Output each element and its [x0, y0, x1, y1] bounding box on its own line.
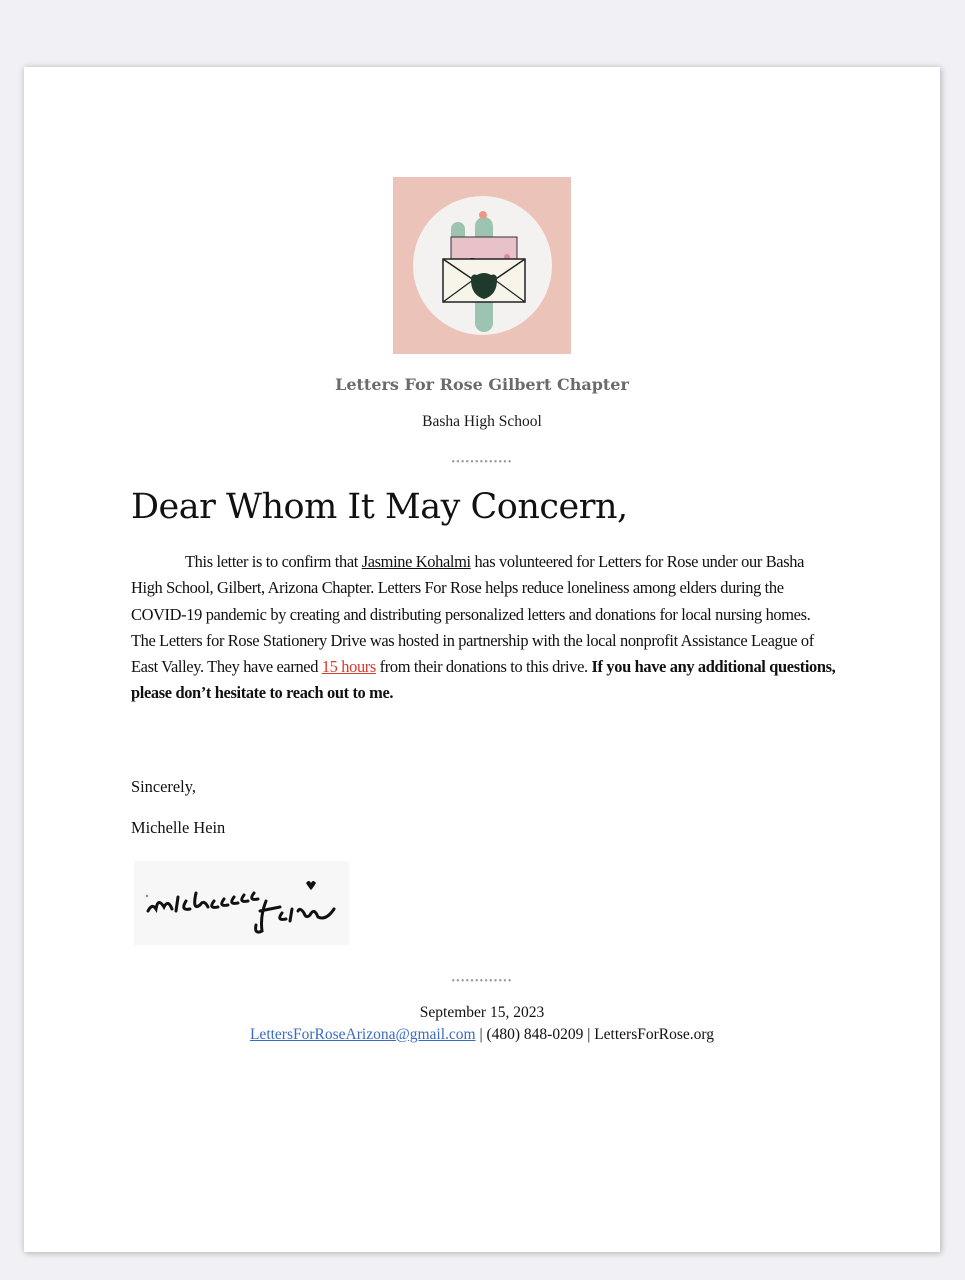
- org-name: Letters For Rose Gilbert Chapter: [335, 375, 629, 394]
- signature-stroke-first: [148, 893, 258, 911]
- signature-stroke-last: [256, 901, 334, 932]
- signature-image: [134, 861, 349, 945]
- cactus-flower: [479, 211, 487, 219]
- bold-closing-sentence: If you have any additional questions, please don’t hesitate to reach out to me.: [131, 657, 836, 703]
- body-part-1: This letter is to confirm that: [185, 552, 362, 571]
- school-name: Basha High School: [422, 413, 542, 430]
- letter-date: September 15, 2023: [419, 1004, 545, 1021]
- separator: |: [475, 1026, 487, 1043]
- envelope-cactus-icon: [393, 177, 571, 354]
- signer-name: Michelle Hein: [131, 818, 226, 837]
- email-link[interactable]: LettersForRoseArizona@gmail.com: [249, 1026, 476, 1043]
- website: LettersForRose.org: [594, 1026, 715, 1043]
- letter-page: [24, 67, 940, 1252]
- volunteer-name[interactable]: Jasmine Kohalmi: [361, 552, 471, 571]
- divider-bottom: •••••••••••••: [451, 976, 513, 987]
- separator: |: [583, 1026, 595, 1043]
- body-part-2: has volunteered for Letters for Rose under our Basha High School, Gilbert, Arizona Chapter. Letters For Rose helps reduce loneliness among elders during the COVID-19 pandemic by creating and distributing personalized letters and donations for local nursing homes. The Letters for Rose Stationery Drive was hosted in partnership with the local nonprofit Assistance League of East Valley. They have earned: [131, 552, 814, 677]
- signature-icon: [134, 861, 349, 945]
- phone-number: (480) 848-0209: [486, 1026, 584, 1043]
- signature-heart: [306, 881, 316, 890]
- hours-link[interactable]: 15 hours: [321, 657, 376, 677]
- body-part-3: from their donations to this drive.: [375, 657, 592, 677]
- divider-top: •••••••••••••: [451, 457, 513, 468]
- signature-dot: [146, 895, 148, 897]
- letter-body: [131, 549, 836, 707]
- letters-for-rose-logo: [393, 177, 571, 354]
- contact-line: [24, 1026, 940, 1044]
- closing: Sincerely,: [131, 777, 196, 796]
- salutation: Dear Whom It May Concern,: [131, 487, 628, 527]
